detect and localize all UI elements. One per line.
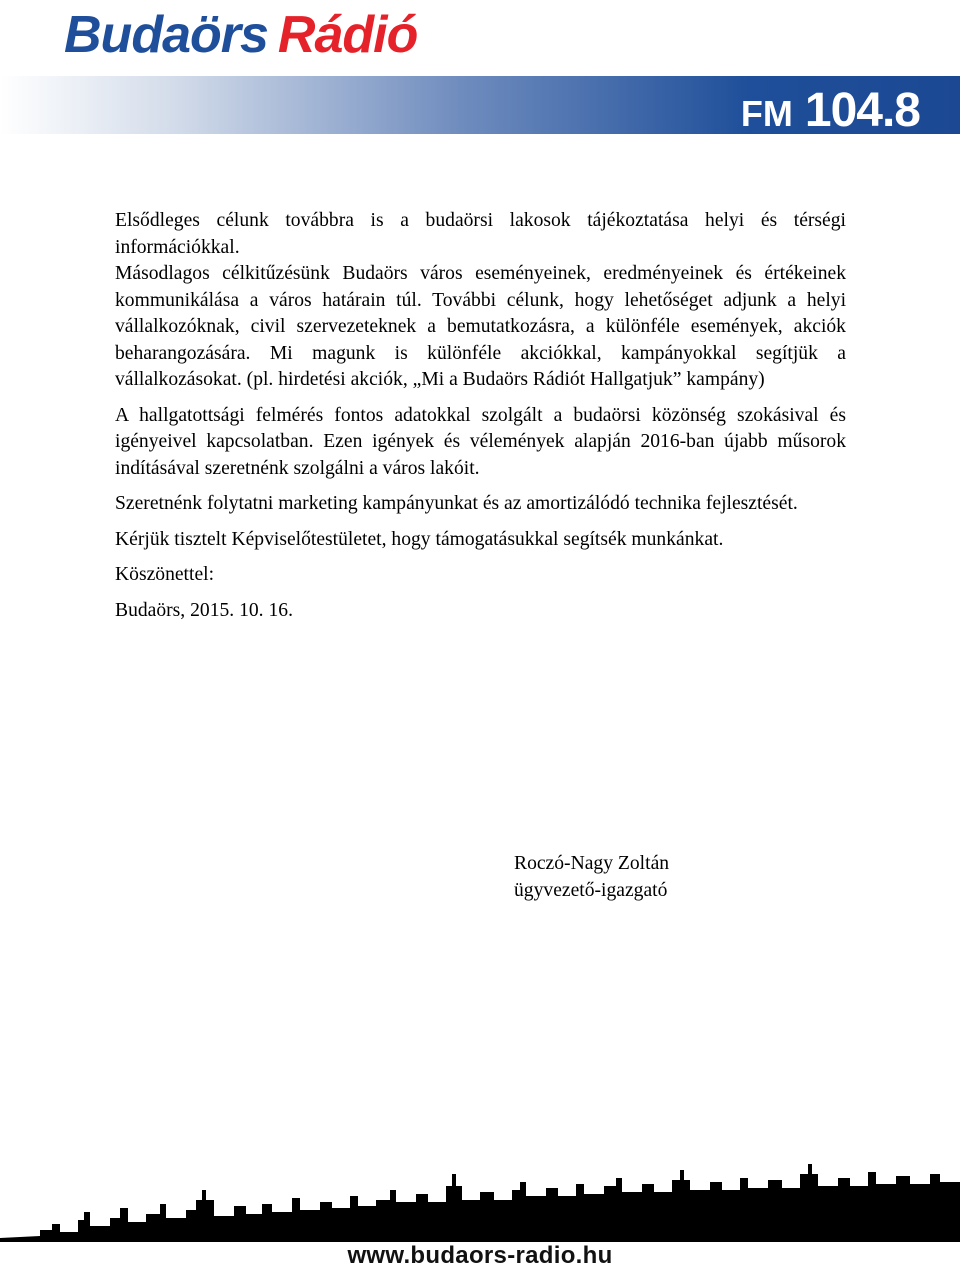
city-skyline-graphic bbox=[0, 1160, 960, 1250]
signer-name: Roczó-Nagy Zoltán bbox=[514, 853, 670, 874]
date-line: Budaörs, 2015. 10. 16. bbox=[115, 599, 293, 621]
logo-text-radio: Rádió bbox=[277, 6, 418, 64]
body-line: Elsődleges célunk továbbra is a budaörsi lakosok tájékoztatása helyi és térségi bbox=[115, 210, 846, 231]
body-line: szervezeteknek a bemutatkozásra, a különféle események, akciók bbox=[296, 316, 846, 337]
frequency-label bbox=[740, 84, 920, 145]
body-line: beharangozására. Mi magunk is különféle akciókkal, kampányokkal segítjük a bbox=[115, 342, 846, 364]
body-line: Másodlagos célkitűzésünk Budaörs város eseményeinek, eredményeinek és bbox=[115, 263, 752, 284]
signature-block bbox=[514, 851, 669, 904]
paragraph-survey: A hallgatottsági felmérés fontos adatokkal szolgált a budaörsi közönség szokásival és igényeivel kapcsolatban. Ezen igények és vélemények alapján 2016-ban újabb műsorok indításával szeretnénk szolgálni a város lakóit. bbox=[115, 404, 846, 479]
paragraph-request: Kérjük tisztelt Képviselőtestületet, hogy támogatásukkal segítsék munkánkat. bbox=[115, 528, 724, 550]
body-line: vállalkozásokat. (pl. hirdetési akciók, „Mi a Budaörs Rádiót Hallgatjuk” bbox=[115, 369, 682, 390]
closing-text: Köszönettel: bbox=[115, 564, 215, 585]
fm-label: FM bbox=[740, 93, 793, 134]
website-url: www.budaors-radio.hu bbox=[347, 1242, 613, 1269]
paragraph-marketing: Szeretnénk folytatni marketing kampányunkat és az amortizálódó technika fejlesztését. bbox=[115, 493, 798, 514]
station-logo bbox=[64, 4, 417, 66]
body-line: információkkal. bbox=[115, 236, 240, 258]
letterhead bbox=[0, 0, 960, 140]
body-line: kampány) bbox=[686, 369, 765, 390]
frequency-number: 104.8 bbox=[804, 84, 920, 137]
letter-footer bbox=[0, 1160, 960, 1277]
body-line: További célunk, hogy lehetőséget adjunk a helyi vállalkozóknak, civil bbox=[115, 289, 847, 337]
body-line: értékeinek kommunikálása a város határain túl. bbox=[115, 263, 846, 311]
logo-text-budaors: Budaörs bbox=[64, 6, 268, 64]
letter-body bbox=[115, 208, 846, 633]
paragraph-goals bbox=[115, 208, 846, 394]
signer-title: ügyvezető-igazgató bbox=[514, 879, 668, 901]
